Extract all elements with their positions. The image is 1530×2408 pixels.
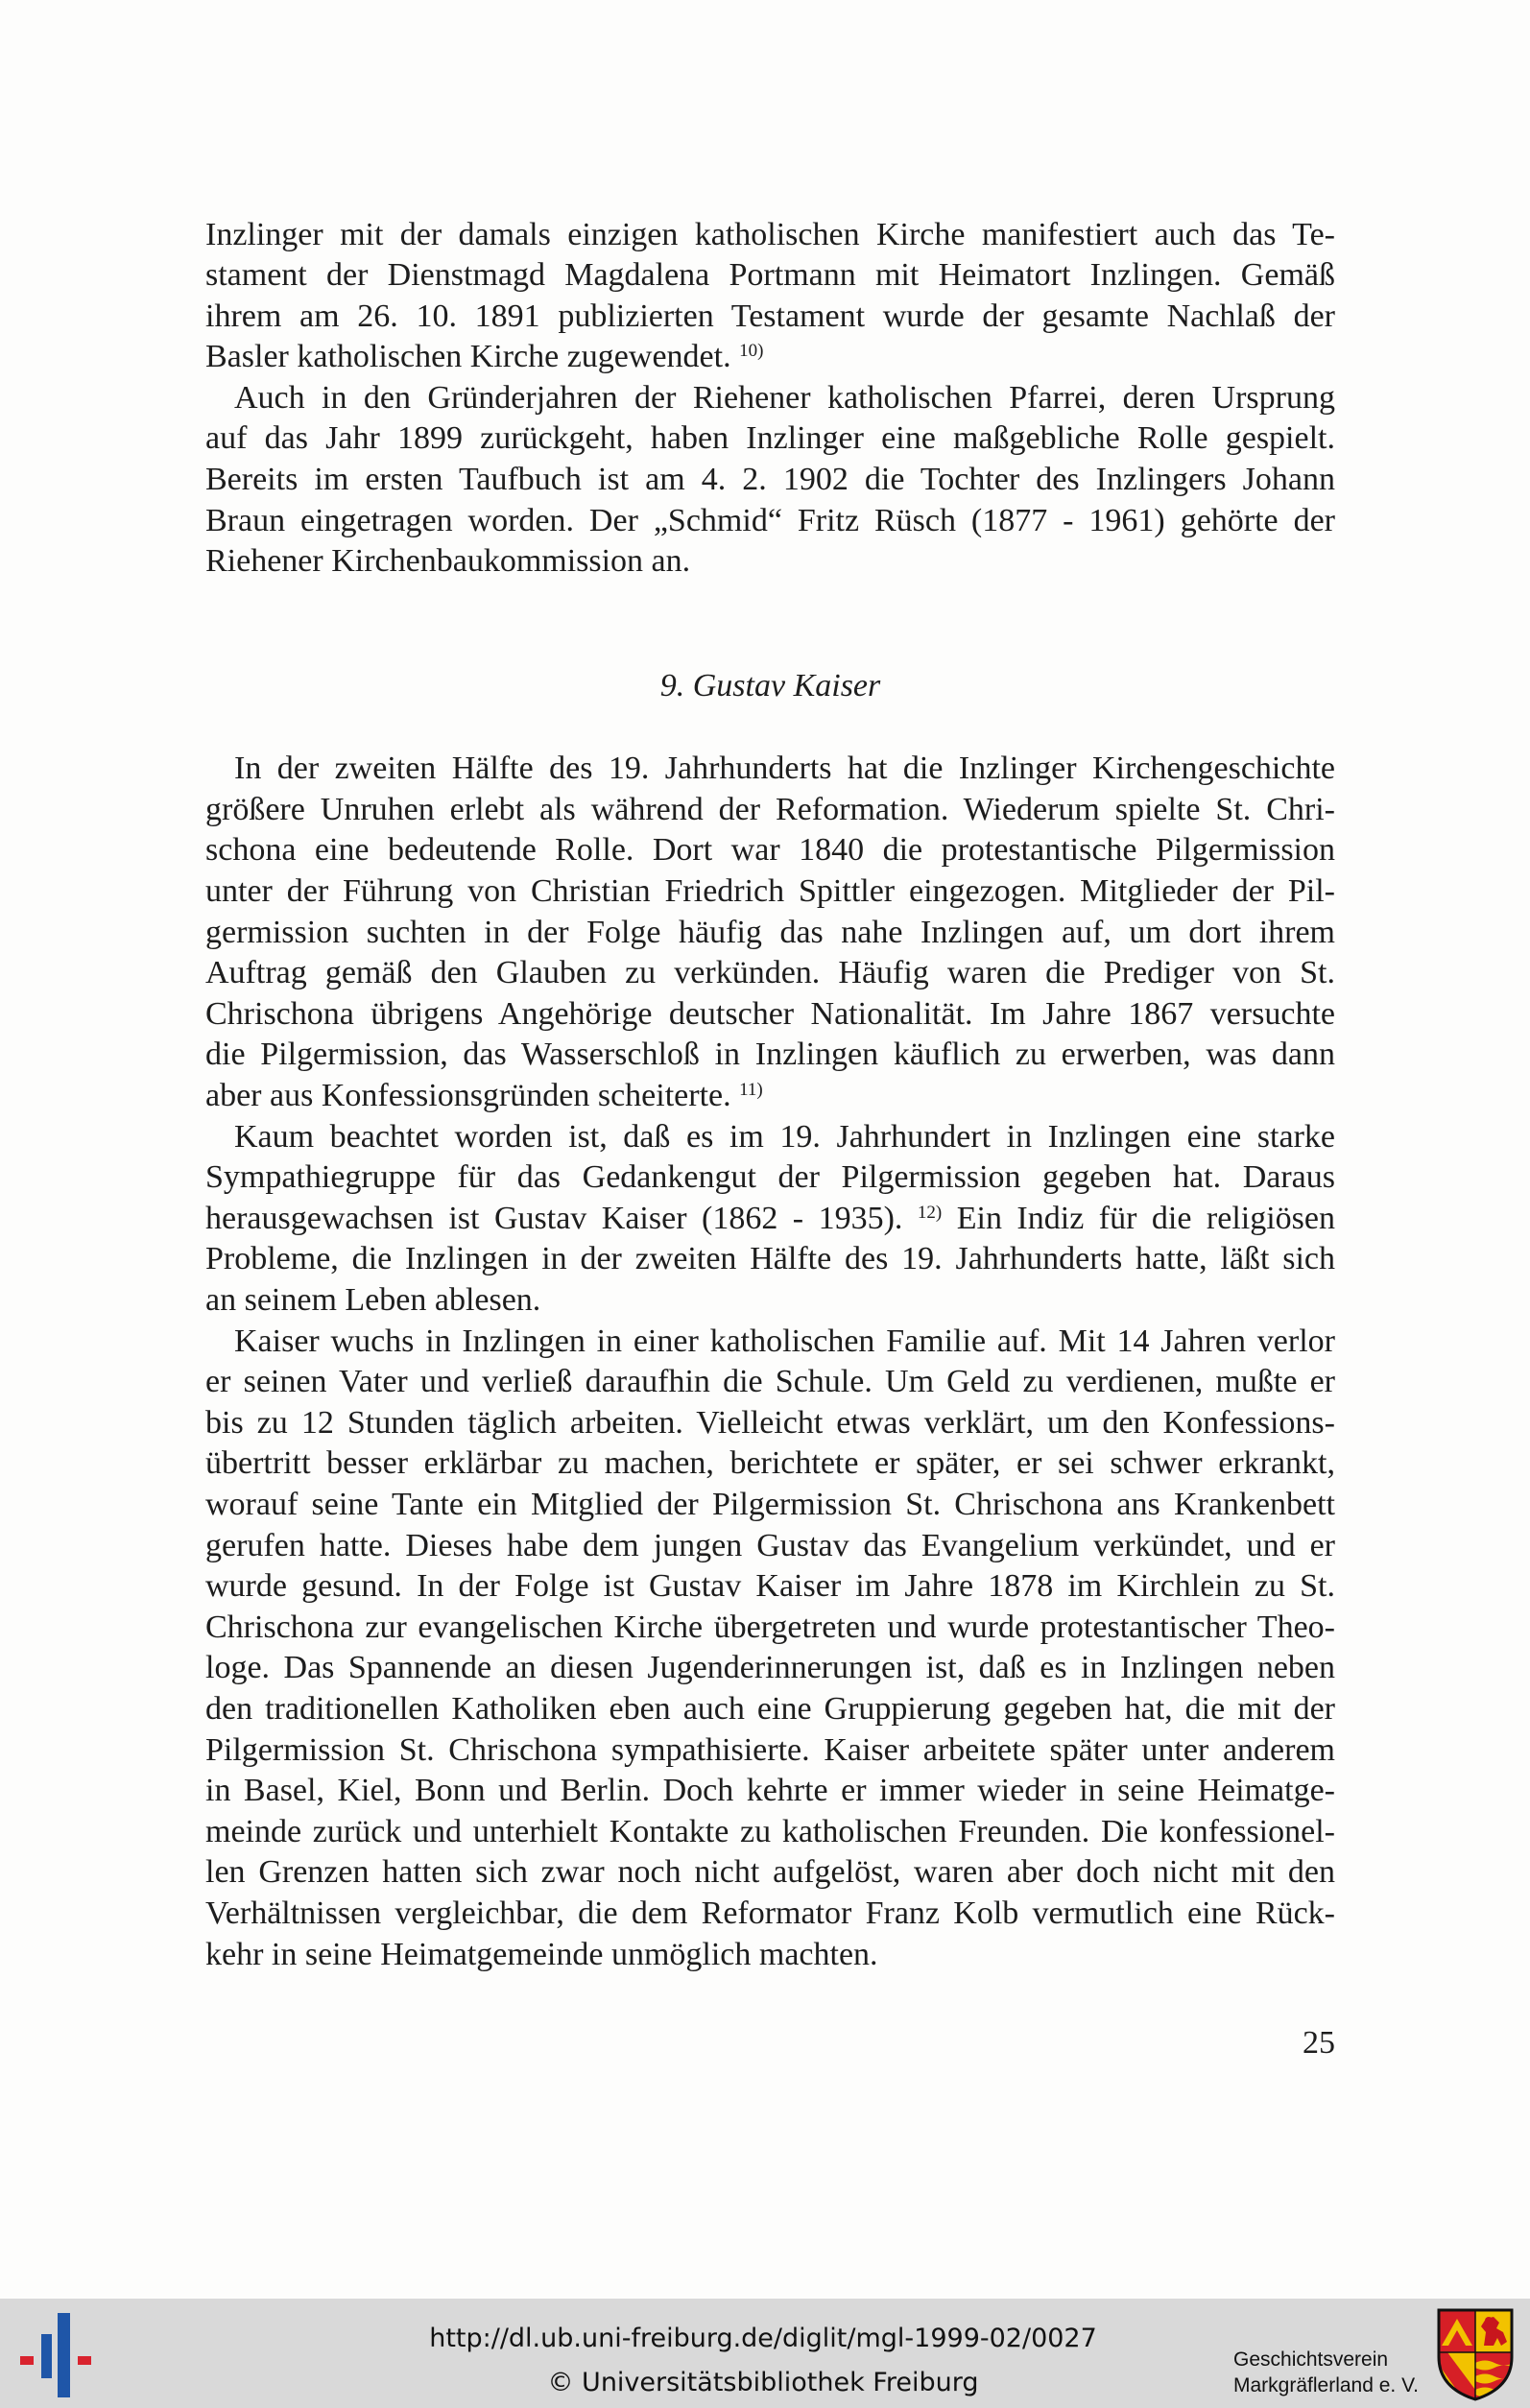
- text-line: Braun eingetragen worden. Der „Schmid“ Fritz Rüsch (1877 - 1961) gehörte der: [205, 502, 1335, 538]
- text-line: Verhältnissen vergleichbar, die dem Reformator Franz Kolb vermutlich eine Rück-: [205, 1895, 1335, 1931]
- text-line: größere Unruhen erlebt als während der Reformation. Wiederum spielte St. Chri-: [205, 791, 1335, 827]
- text-line: kehr in seine Heimatgemeinde unmöglich machten.: [205, 1936, 878, 1972]
- text-line: unter der Führung von Christian Friedrich Spittler eingezogen. Mitglieder der Pil-: [205, 873, 1335, 910]
- footnote-ref: 10): [739, 341, 764, 362]
- section-heading: 9. Gustav Kaiser: [659, 668, 881, 703]
- text-line: [205, 337, 1335, 378]
- text-line: germission suchten in der Folge häufig das nahe Inzlingen auf, um dort ihrem: [205, 914, 1335, 950]
- line-text: Ein Indiz für die religiösen: [956, 1200, 1335, 1236]
- text-line: Riehener Kirchenbaukommission an.: [205, 543, 691, 580]
- line-text: aber aus Konfessionsgründen scheiterte.: [205, 1078, 731, 1114]
- text-line: in Basel, Kiel, Bonn und Berlin. Doch kehrte er immer wieder in seine Heimatge-: [205, 1773, 1335, 1809]
- society-name-line2: Markgräflerland e. V.: [1233, 2374, 1419, 2396]
- text-line: Chrischona zur evangelischen Kirche übergetreten und wurde protestantischer Theo-: [205, 1609, 1335, 1645]
- text-line: Auftrag gemäß den Glauben zu verkünden. Häufig waren die Prediger von St.: [205, 955, 1335, 991]
- text-line: Pilgermission St. Chrischona sympathisierte. Kaiser arbeitete später unter anderem: [205, 1731, 1335, 1768]
- text-line: wurde gesund. In der Folge ist Gustav Kaiser im Jahre 1878 im Kirchlein zu St.: [205, 1568, 1335, 1605]
- page-number: 25: [1303, 2025, 1335, 2061]
- text-line: Sympathiegruppe für das Gedankengut der Pilgermission gegeben hat. Daraus: [205, 1159, 1335, 1196]
- text-line: auf das Jahr 1899 zurückgeht, haben Inzlinger eine maßgebliche Rolle gespielt.: [205, 420, 1335, 457]
- text-line: er seinen Vater und verließ daraufhin die Schule. Um Geld zu verdienen, mußte er: [205, 1364, 1335, 1400]
- text-line: Probleme, die Inzlingen in der zweiten Hälfte des 19. Jahrhunderts hatte, läßt sich: [205, 1241, 1335, 1277]
- text-line: die Pilgermission, das Wasserschloß in Inzlingen käuflich zu erwerben, was dann: [205, 1037, 1335, 1073]
- text-line: [205, 1199, 1335, 1240]
- section-text: [205, 749, 1335, 1975]
- text-line: [205, 1076, 1335, 1117]
- paragraph: [205, 378, 1335, 583]
- library-footer: [0, 2299, 1530, 2408]
- text-line: Chrischona übrigens Angehörige deutscher Nationalität. Im Jahre 1867 versuchte: [205, 995, 1335, 1032]
- text-line: an seinem Leben ablesen.: [205, 1282, 541, 1319]
- paragraph: [205, 215, 1335, 378]
- text-line: ihrem am 26. 10. 1891 publizierten Testament wurde der gesamte Nachlaß der: [205, 298, 1335, 334]
- paragraph: [205, 1322, 1335, 1976]
- text-line: Kaum beachtet worden ist, daß es im 19. Jahrhundert in Inzlingen eine starke: [234, 1118, 1335, 1155]
- paragraph: [205, 749, 1335, 1116]
- text-line: worauf seine Tante ein Mitglied der Pilgermission St. Chrischona ans Krankenbett: [205, 1486, 1335, 1522]
- coat-of-arms-icon[interactable]: [1436, 2307, 1515, 2401]
- copyright-notice: © Universitätsbibliothek Freiburg: [547, 2368, 979, 2397]
- permalink-url[interactable]: http://dl.ub.uni-freiburg.de/diglit/mgl-1999-02/0027: [429, 2324, 1097, 2353]
- society-name-line1: Geschichtsverein: [1233, 2348, 1389, 2371]
- paragraph: [205, 1117, 1335, 1322]
- text-line: schona eine bedeutende Rolle. Dort war 1840 die protestantische Pilgermission: [205, 832, 1335, 869]
- line-text: Basler katholischen Kirche zugewendet.: [205, 339, 731, 375]
- text-line: gerufen hatte. Dieses habe dem jungen Gustav das Evangelium verkündet, und er: [205, 1527, 1335, 1563]
- text-line: Kaiser wuchs in Inzlingen in einer katholischen Familie auf. Mit 14 Jahren verlor: [234, 1323, 1335, 1359]
- footnote-ref: 11): [739, 1080, 763, 1101]
- text-line: Inzlinger mit der damals einzigen katholischen Kirche manifestiert auch das Te-: [205, 216, 1335, 252]
- text-line: bis zu 12 Stunden täglich arbeiten. Vielleicht etwas verklärt, um den Konfessions-: [205, 1404, 1335, 1441]
- footnote-ref: 12): [917, 1202, 943, 1223]
- ub-freiburg-logo-icon[interactable]: [18, 2311, 95, 2399]
- text-line: loge. Das Spannende an diesen Jugenderinnerungen ist, daß es in Inzlingen neben: [205, 1650, 1335, 1686]
- text-line: len Grenzen hatten sich zwar noch nicht aufgelöst, waren aber doch nicht mit den: [205, 1854, 1335, 1891]
- text-line: den traditionellen Katholiken eben auch eine Gruppierung gegeben hat, die mit der: [205, 1690, 1335, 1727]
- text-line: Bereits im ersten Taufbuch ist am 4. 2. 1902 die Tochter des Inzlingers Johann: [205, 462, 1335, 498]
- text-line: meinde zurück und unterhielt Kontakte zu katholischen Freunden. Die konfessionel-: [205, 1813, 1335, 1849]
- text-line: stament der Dienstmagd Magdalena Portmann mit Heimatort Inzlingen. Gemäß: [205, 257, 1335, 294]
- text-line: übertritt besser erklärbar zu machen, berichtete er später, er sei schwer erkrankt,: [205, 1445, 1335, 1482]
- text-line: In der zweiten Hälfte des 19. Jahrhunderts hat die Inzlinger Kirchengeschichte: [234, 751, 1335, 787]
- line-text: herausgewachsen ist Gustav Kaiser (1862 - 1935).: [205, 1200, 903, 1236]
- intro-text: [205, 215, 1335, 583]
- text-line: Auch in den Gründerjahren der Riehener katholischen Pfarrei, deren Ursprung: [234, 379, 1335, 416]
